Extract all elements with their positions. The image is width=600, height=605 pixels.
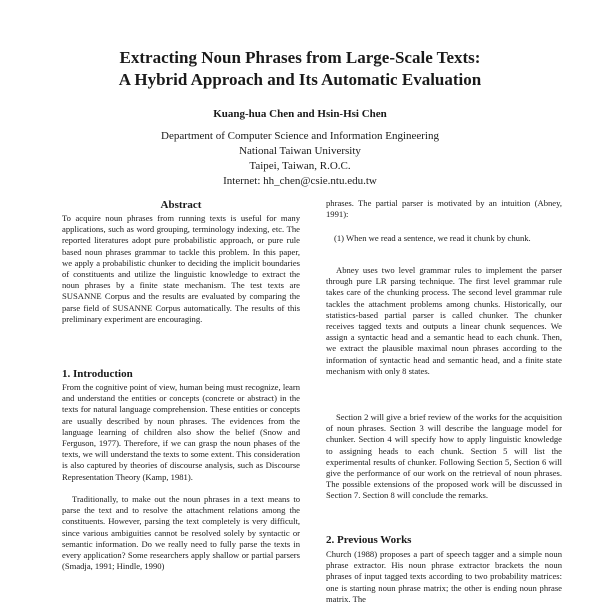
previous-works-heading: 2. Previous Works (326, 534, 412, 546)
affiliation-email: Internet: hh_chen@csie.ntu.edu.tw (223, 175, 377, 187)
affiliation-univ: National Taiwan University (239, 145, 361, 157)
title-line-2: A Hybrid Approach and Its Automatic Evaluation (118, 70, 482, 89)
right-paragraph-3: Church (1988) proposes a part of speech tagger and a simple noun phrase extractor. His noun phrase extractor brackets the noun phrases of input tagged texts according to two probability matrices: one is starting noun phrase matrix; the other is ending noun phrase matrix. The (326, 549, 562, 604)
abstract-text: To acquire noun phrases from running texts is useful for many applications, such as word grouping, terminology indexing, etc. The reported literatures adopt pure probabilistic approach, or pure rule based noun phrases grammar to tackle this problem. In this paper, we apply a probabilistic chunker to deciding the implicit boundaries of constituents and utilize the linguistic knowledge to extract the noun phrases by a finite state mechanism. The test texts are SUSANNE Corpus and the results are evaluated by comparing the parse field of SUSANNE Corpus automatically. The results of this preliminary experiment are encouraging. (62, 213, 300, 324)
affiliation (0, 129, 600, 189)
right-paragraph-0: phrases. The partial parser is motivated by an intuition (Abney, 1991): (326, 198, 562, 220)
right-paragraph-1: Abney uses two level grammar rules to implement the parser through pure LR parsing technique. The first level grammar rule takes care of the chunking process. The second level grammar rule tackles the attachment problems among chunks. Historically, our statistics-based partial parser is called chunker. The chunker receives tagged texts and outputs a linear chunk sequences. We assign a syntactic head and a semantic head to each chunk. Then, we extract the plausible maximal noun phrases according to the information of syntactic head and semantic head, and a finite state mechanism with only 8 states. (326, 265, 562, 376)
affiliation-city: Taipei, Taiwan, R.O.C. (249, 160, 351, 172)
intro-heading: 1. Introduction (62, 368, 133, 380)
right-paragraph-2: Section 2 will give a brief review of the works for the acquisition of noun phrases. Section 3 will describe the language model for chunker. Section 4 will specify how to apply linguistic knowledge to assigning heads to each chunk. Section 5 will list the experimental results of chunker. Following Section 5, Section 6 will give the performance of our work on the retrieval of noun phrases. The possible extensions of the proposed work will be discussed in Section 7. Section 8 will conclude the remarks. (326, 412, 562, 501)
intro-paragraph-1: From the cognitive point of view, human being must recognize, learn and understand the entities or concepts (concrete or abstract) in the texts for natural language comprehension. These entities or concepts are usually described by noun phrases. The evidences from the language learning of children also show the belief (Snow and Ferguson, 1977). Therefore, if we can grasp the noun phases of the texts, we will understand the texts to some extent. This consideration is also captured by theories of discourse analysis, such as Discourse Representation Theory (Kamp, 1981). (62, 382, 300, 482)
authors: Kuang-hua Chen and Hsin-Hsi Chen (213, 108, 387, 120)
abstract-heading: Abstract (160, 199, 202, 211)
intro-paragraph-2: Traditionally, to make out the noun phrases in a text means to parse the text and to resolve the attachment relations among the constituents. However, parsing the text completely is very difficult, since various ambiguities cannot be resolved solely by syntactic or semantic information. Do we really need to fully parse the texts in every application? Some researchers apply shallow or partial parsers (Smadja, 1991; Hindle, 1990) (62, 494, 300, 572)
title-line-1: Extracting Noun Phrases from Large-Scale Texts: (119, 48, 481, 67)
paper-title (0, 47, 600, 91)
affiliation-dept: Department of Computer Science and Information Engineering (161, 130, 439, 142)
example-1: (1) When we read a sentence, we read it chunk by chunk. (334, 233, 531, 243)
